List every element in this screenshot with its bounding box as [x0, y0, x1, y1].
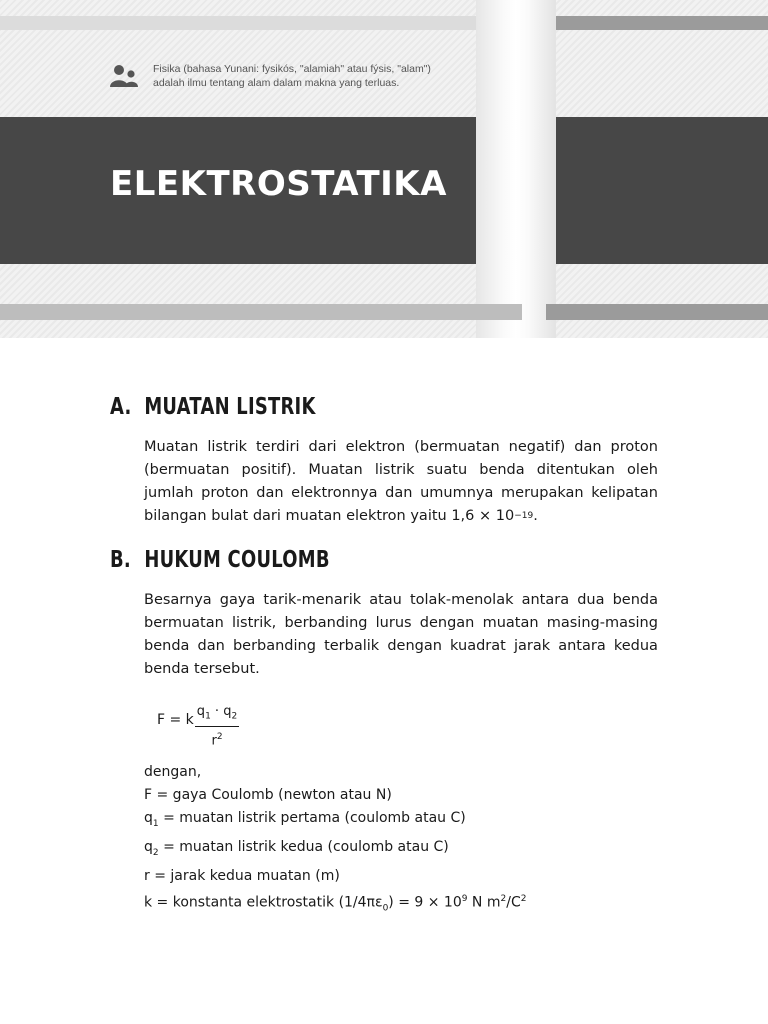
word: tarik-menarik [263, 592, 362, 608]
quote-line: Fisika (bahasa Yunani: fysikós, "alamiah" atau fýsis, "alam") [153, 63, 431, 75]
word: Muatan [144, 439, 199, 455]
definition-F: F = gaya Coulomb (newton atau N) [144, 787, 392, 803]
definition-k [144, 888, 526, 920]
word: Muatan [308, 462, 363, 478]
formula-fraction [195, 704, 239, 749]
exponent: 2 [216, 731, 223, 742]
word: ditentukan [536, 462, 615, 478]
word: proton [610, 439, 658, 455]
word: dan [256, 485, 284, 501]
section-heading-a [110, 394, 316, 420]
exponent: 2 [500, 893, 507, 904]
header-strip-bottom-accent [546, 304, 768, 320]
word: (bermuatan [144, 462, 230, 478]
definition-q2 [144, 836, 526, 865]
section-title: MUATAN LISTRIK [144, 394, 316, 420]
word: tolak-menolak [409, 592, 514, 608]
word: oleh [626, 462, 658, 478]
formula-lhs: F = k [157, 712, 194, 728]
word: benda [144, 638, 190, 654]
header-light-column [476, 0, 556, 338]
word: bermuatan [144, 615, 224, 631]
physics-definition-quote [153, 62, 483, 90]
symbol: q [144, 838, 153, 855]
word: kelipatan [591, 485, 658, 501]
word: berbanding [232, 638, 316, 654]
text-line [144, 436, 658, 459]
word: muatan [482, 615, 539, 631]
word: terbalik [324, 638, 380, 654]
header-strip-bottom [0, 304, 522, 320]
word: dengan [387, 638, 442, 654]
text-span: bilangan bulat dari muatan elektron yaitu 1,6 × 10 [144, 508, 515, 524]
quote-line: adalah ilmu tentang alam dalam makna yang terluas. [153, 77, 400, 89]
word: elektron [345, 439, 406, 455]
word: antara [521, 592, 570, 608]
word: listrik [374, 462, 415, 478]
symbol: q [144, 810, 153, 826]
header-strip-top-accent [546, 16, 768, 30]
word: dan [385, 485, 413, 501]
word: listrik [207, 439, 248, 455]
people-icon [110, 64, 138, 88]
chapter-header [0, 0, 768, 338]
word: jumlah [144, 485, 194, 501]
definitions-intro: dengan, [144, 764, 202, 780]
text-line [144, 482, 658, 505]
text-line [144, 505, 658, 528]
word: dan [574, 439, 602, 455]
definition-text: /C [506, 894, 521, 911]
definition-text: = muatan listrik kedua (coulomb atau C) [158, 838, 449, 855]
word: (bermuatan [414, 439, 500, 455]
subscript: 2 [231, 711, 238, 722]
word: dengan [419, 615, 475, 631]
subscript: 0 [382, 903, 389, 914]
definition-text: k = konstanta elektrostatik (1/4πε [144, 894, 383, 911]
paragraph-hukum-coulomb [144, 589, 658, 681]
word: kuadrat [450, 638, 506, 654]
subscript: 2 [152, 847, 159, 858]
text-line [144, 612, 658, 635]
word: jarak [513, 638, 551, 654]
text-line [144, 635, 658, 658]
word: umumnya [420, 485, 494, 501]
word: Besarnya [144, 592, 212, 608]
word: suatu [426, 462, 468, 478]
formula-numerator [195, 704, 239, 725]
word: kedua [613, 638, 658, 654]
word: dan [197, 638, 225, 654]
word: dua [577, 592, 605, 608]
variable-definitions [144, 761, 526, 920]
section-number: B. [110, 547, 131, 573]
word: antara [558, 638, 606, 654]
word: dari [308, 439, 337, 455]
word: berbanding [284, 615, 368, 631]
text-span: . [533, 508, 538, 524]
word: masing-masing [546, 615, 658, 631]
word: negatif) [508, 439, 566, 455]
symbol: q [223, 704, 232, 719]
header-strip-top [0, 16, 522, 30]
symbol: r [211, 732, 217, 748]
text-line: benda tersebut. [144, 661, 260, 677]
word: merupakan [501, 485, 584, 501]
word: elektronnya [291, 485, 378, 501]
word: listrik, [231, 615, 277, 631]
exponent: 2 [520, 893, 527, 904]
fraction-bar [195, 726, 239, 727]
section-title: HUKUM COULOMB [144, 547, 330, 573]
word: benda [479, 462, 525, 478]
subscript: 1 [152, 818, 159, 829]
exponent: 9 [461, 893, 468, 904]
word: terdiri [255, 439, 300, 455]
symbol: · [210, 704, 224, 719]
section-heading-b [110, 547, 330, 573]
word: benda [612, 592, 658, 608]
paragraph-muatan-listrik [144, 436, 658, 528]
text-line [144, 459, 658, 482]
definition-text: = muatan listrik pertama (coulomb atau C) [158, 810, 466, 826]
formula-denominator [195, 729, 239, 749]
word: lurus [375, 615, 412, 631]
definition-text: ) = 9 × 10 [388, 894, 462, 911]
text-line [144, 589, 658, 612]
title-band-right [556, 117, 768, 264]
definition-q1 [144, 807, 526, 836]
section-number: A. [110, 394, 132, 420]
definition-text: N m [467, 894, 501, 911]
symbol: q [196, 704, 206, 719]
word: proton [201, 485, 249, 501]
exponent: −19 [514, 511, 534, 521]
chapter-title: ELEKTROSTATIKA [110, 164, 447, 204]
word: positif). [241, 462, 297, 478]
subscript: 1 [205, 711, 211, 722]
definition-r: r = jarak kedua muatan (m) [144, 867, 340, 884]
word: gaya [219, 592, 256, 608]
word: atau [369, 592, 402, 608]
